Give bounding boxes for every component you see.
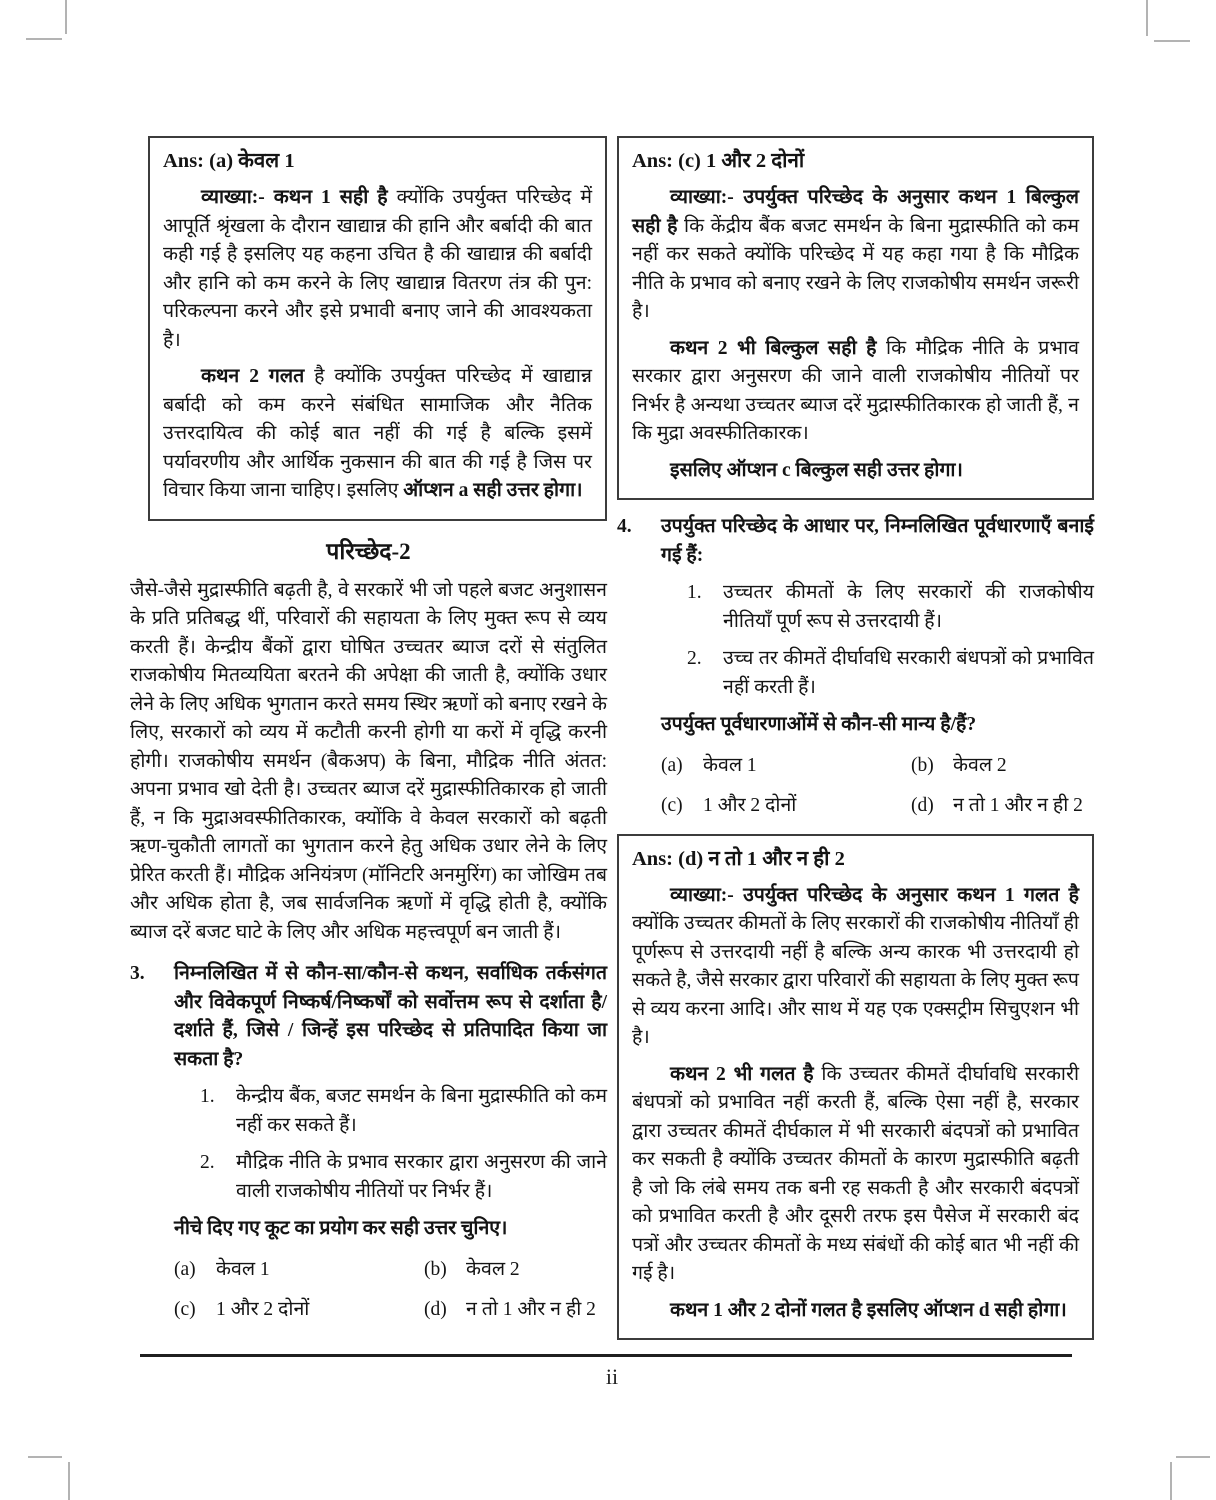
answer-code-instruction: नीचे दिए गए कूट का प्रयोग कर सही उत्तर चुनिए।: [174, 1218, 508, 1239]
explanation-paragraph: व्याख्या:- कथन 1 सही है क्योंकि उपर्युक्त परिच्छेद में आपूर्ति श्रृंखला के दौरान खाद्यान्न की हानि और बर्बादी की बात कही गई है इसलिए यह कहना उचित है की खाद्यान्न की बर्बादी और हानि को कम करने के लिए खाद्यान्न वितरण तंत्र की पुन: परिकल्पना करने और इसे प्रभावी बनाए जाने की आवश्यकता है।: [163, 187, 592, 351]
answer-box-a: [148, 136, 607, 521]
question-body: [174, 960, 607, 1325]
option-label: (b): [911, 754, 934, 776]
option-text: न तो 1 और न ही 2: [953, 795, 1083, 816]
option-d: [424, 1296, 607, 1325]
option-label: (b): [424, 1258, 447, 1280]
answer-title-c: Ans: (c) 1 और 2 दोनों: [632, 150, 805, 172]
option-label: (c): [661, 795, 683, 816]
option-text: केवल 1: [216, 1258, 270, 1280]
options-grid: [174, 1256, 607, 1325]
statement-item: [687, 645, 1094, 702]
crop-mark-bottom-left-vertical: [68, 1462, 70, 1500]
passage-heading: परिच्छेद-2: [326, 538, 411, 564]
statement-number: 2.: [200, 1152, 215, 1173]
statement-text: मौद्रिक नीति के प्रभाव सरकार द्वारा अनुसरण की जाने वाली राजकोषीय नीतियों पर निर्भर हैं।: [236, 1152, 607, 1202]
right-column: [617, 136, 1094, 1340]
answer-title-d: Ans: (d) न तो 1 और न ही 2: [632, 847, 845, 870]
question-text: निम्नलिखित में से कौन-सा/कौन-से कथन, सर्वाधिक तर्कसंगत और विवेकपूर्ण निष्कर्ष/निष्कर्षों को सर्वोत्तम रूप से दर्शाता है/ दर्शाते हैं, जिसे / जिन्हें इस परिच्छेद से प्रतिपादित किया जा सकता है?: [174, 963, 607, 1070]
option-label: (c): [174, 1299, 196, 1320]
crop-mark-bottom-left-horizontal: [28, 1456, 62, 1458]
answer-box-c: [617, 136, 1094, 500]
option-c: [661, 792, 911, 821]
option-label: (a): [174, 1258, 196, 1280]
answer-title-a: Ans: (a) केवल 1: [163, 150, 295, 172]
crop-mark-top-right-horizontal: [1154, 40, 1190, 42]
option-d: [911, 792, 1094, 821]
crop-mark-top-right-vertical: [1146, 0, 1148, 36]
validity-question: उपर्युक्त पूर्वधारणाओंमें से कौन-सी मान्य है/हैं?: [661, 714, 977, 735]
explanation-paragraph: कथन 2 भी बिल्कुल सही है कि मौद्रिक नीति के प्रभाव सरकार द्वारा अनुसरण की जाने वाली राजकोषीय नीतियों पर निर्भर है अन्यथा उच्चतर ब्याज दरें मुद्रास्फीतिकारक हो जाती हैं, न कि मुद्रा अवस्फीतिकारक।: [632, 337, 1079, 444]
explanation-paragraph: व्याख्या:- उपर्युक्त परिच्छेद के अनुसार कथन 1 बिल्कुल सही है कि केंद्रीय बैंक बजट समर्थन के बिना मुद्रास्फीति को कम नहीं कर सकते क्योंकि परिच्छेद में यह कहा गया है कि मौद्रिक नीति के प्रभाव को बनाए रखने के लिए राजकोषीय समर्थन जरूरी है।: [632, 187, 1079, 322]
question-3: [130, 960, 607, 1325]
footer-rule: [140, 1354, 1072, 1357]
option-label: (a): [661, 754, 683, 776]
option-label: (d): [424, 1299, 447, 1320]
explanation-paragraph: इसलिए ऑप्शन c बिल्कुल सही उत्तर होगा।: [670, 459, 963, 481]
option-text: 1 और 2 दोनों: [703, 795, 797, 816]
question-number: 4.: [617, 516, 632, 537]
passage-body: जैसे-जैसे मुद्रास्फीति बढ़ती है, वे सरकारें भी जो पहले बजट अनुशासन के प्रति प्रतिबद्ध थीं, परिवारों की सहायता के लिए मुक्त रूप से व्यय करती हैं। केन्द्रीय बैंकों द्वारा घोषित उच्चतर ब्याज दरों से संतुलित राजकोषीय मितव्ययिता बरतने की अपेक्षा की जाती है, क्योंकि उधार लेने के लिए अधिक भुगतान करते समय स्थिर ऋणों को बनाए रखने के लिए, सरकारों को व्यय में कटौती करनी होगी या करों में वृद्धि करनी होगी। राजकोषीय समर्थन (बैकअप) के बिना, मौद्रिक नीति अंतत: अपना प्रभाव खो देती है। उच्चतर ब्याज दरें मुद्रास्फीतिकारक हो जाती हैं, न कि मुद्राअवस्फीतिकारक, क्योंकि वे केवल सरकारों को बढ़ती ऋण-चुकौती लागतों का भुगतान करने हेतु अधिक उधार लेने के लिए प्रेरित करती हैं। मौद्रिक अनियंत्रण (मॉनिटरि अनमुरिंग) का जोखिम तब और अधिक होता है, जब सार्वजनिक ऋणों में वृद्धि होती है, क्योंकि ब्याज दरें बजट घाटे के लिए और अधिक महत्त्वपूर्ण बन जाती हैं।: [130, 579, 607, 943]
statement-item: [200, 1149, 607, 1206]
option-b: [911, 752, 1094, 781]
option-text: न तो 1 और न ही 2: [466, 1299, 596, 1320]
statement-number: 1.: [200, 1086, 215, 1107]
question-text: उपर्युक्त परिच्छेद के आधार पर, निम्नलिखित पूर्वधारणाएँ बनाई गई हैं:: [661, 516, 1094, 566]
page-content: [130, 136, 1094, 1340]
question-number: 3.: [130, 963, 145, 984]
option-a: [174, 1256, 424, 1285]
option-a: [661, 752, 911, 781]
crop-mark-bottom-right-vertical: [1170, 1462, 1172, 1500]
option-b: [424, 1256, 607, 1285]
statement-item: [200, 1083, 607, 1140]
option-text: केवल 1: [703, 754, 757, 776]
option-label: (d): [911, 795, 934, 816]
answer-box-d: [617, 834, 1094, 1341]
left-column: [130, 136, 607, 1340]
crop-mark-top-left-vertical: [65, 0, 67, 34]
crop-mark-top-left-horizontal: [26, 38, 62, 40]
question-4: [617, 513, 1094, 821]
option-c: [174, 1296, 424, 1325]
options-grid: [661, 752, 1094, 821]
explanation-paragraph: कथन 2 भी गलत है कि उच्चतर कीमतें दीर्घावधि सरकारी बंधपत्रों को प्रभावित नहीं करती हैं, बल्कि ऐसा नहीं है, सरकार द्वारा उच्चतर कीमतें दीर्घकाल में भी सरकारी बंदपत्रों को प्रभावित कर सकती है क्योंकि उच्चतर कीमतों के कारण मुद्रास्फीति बढ़ती है जो कि लंबे समय तक बनी रह सकती है और सरकारी बंदपत्रों को प्रभावित करती है और दूसरी तरफ इस पैसेज में सरकारी बंद पत्रों और उच्चतर कीमतों के मध्य संबंधों की कोई बात भी नहीं की गई है।: [632, 1063, 1079, 1284]
statement-text: उच्च तर कीमतें दीर्घावधि सरकारी बंधपत्रों को प्रभावित नहीं करती हैं।: [723, 648, 1094, 698]
explanation-paragraph: कथन 2 गलत है क्योंकि उपर्युक्त परिच्छेद में खाद्यान्न बर्बादी को कम करने संबंधित सामाजिक और नैतिक उत्तरदायित्व की कोई बात नहीं की गई है बल्कि इसमें पर्यावरणीय और आर्थिक नुकसान की बात की गई है जिस पर विचार किया जाना चाहिए। इसलिए ऑप्शन a सही उत्तर होगा।: [163, 366, 593, 501]
question-body: [661, 513, 1094, 821]
option-text: केवल 2: [466, 1258, 520, 1280]
page-number: ii: [605, 1364, 619, 1389]
option-text: 1 और 2 दोनों: [216, 1299, 310, 1320]
statement-number: 1.: [687, 582, 702, 603]
option-text: केवल 2: [953, 754, 1007, 776]
statement-text: केन्द्रीय बैंक, बजट समर्थन के बिना मुद्रास्फीति को कम नहीं कर सकते हैं।: [236, 1086, 607, 1136]
explanation-paragraph: कथन 1 और 2 दोनों गलत है इसलिए ऑप्शन d सही होगा।: [670, 1299, 1067, 1321]
crop-mark-bottom-right-horizontal: [1176, 1456, 1210, 1458]
statement-number: 2.: [687, 648, 702, 669]
explanation-paragraph: व्याख्या:- उपर्युक्त परिच्छेद के अनुसार कथन 1 गलत है क्योंकि उच्चतर कीमतों के लिए सरकारों की राजकोषीय नीतियाँ ही पूर्णरूप से उत्तरदायी नहीं है बल्कि अन्य कारक भी उत्तरदायी हो सकते है, जैसे सरकार द्वारा परिवारों की सहायता के लिए मुक्त रूप से व्यय करना आदि। और साथ में यह एक एक्सट्रीम सिचुएशन भी है।: [632, 884, 1079, 1048]
statement-text: उच्चतर कीमतों के लिए सरकारों की राजकोषीय नीतियाँ पूर्ण रूप से उत्तरदायी हैं।: [723, 582, 1094, 632]
statement-item: [687, 579, 1094, 636]
